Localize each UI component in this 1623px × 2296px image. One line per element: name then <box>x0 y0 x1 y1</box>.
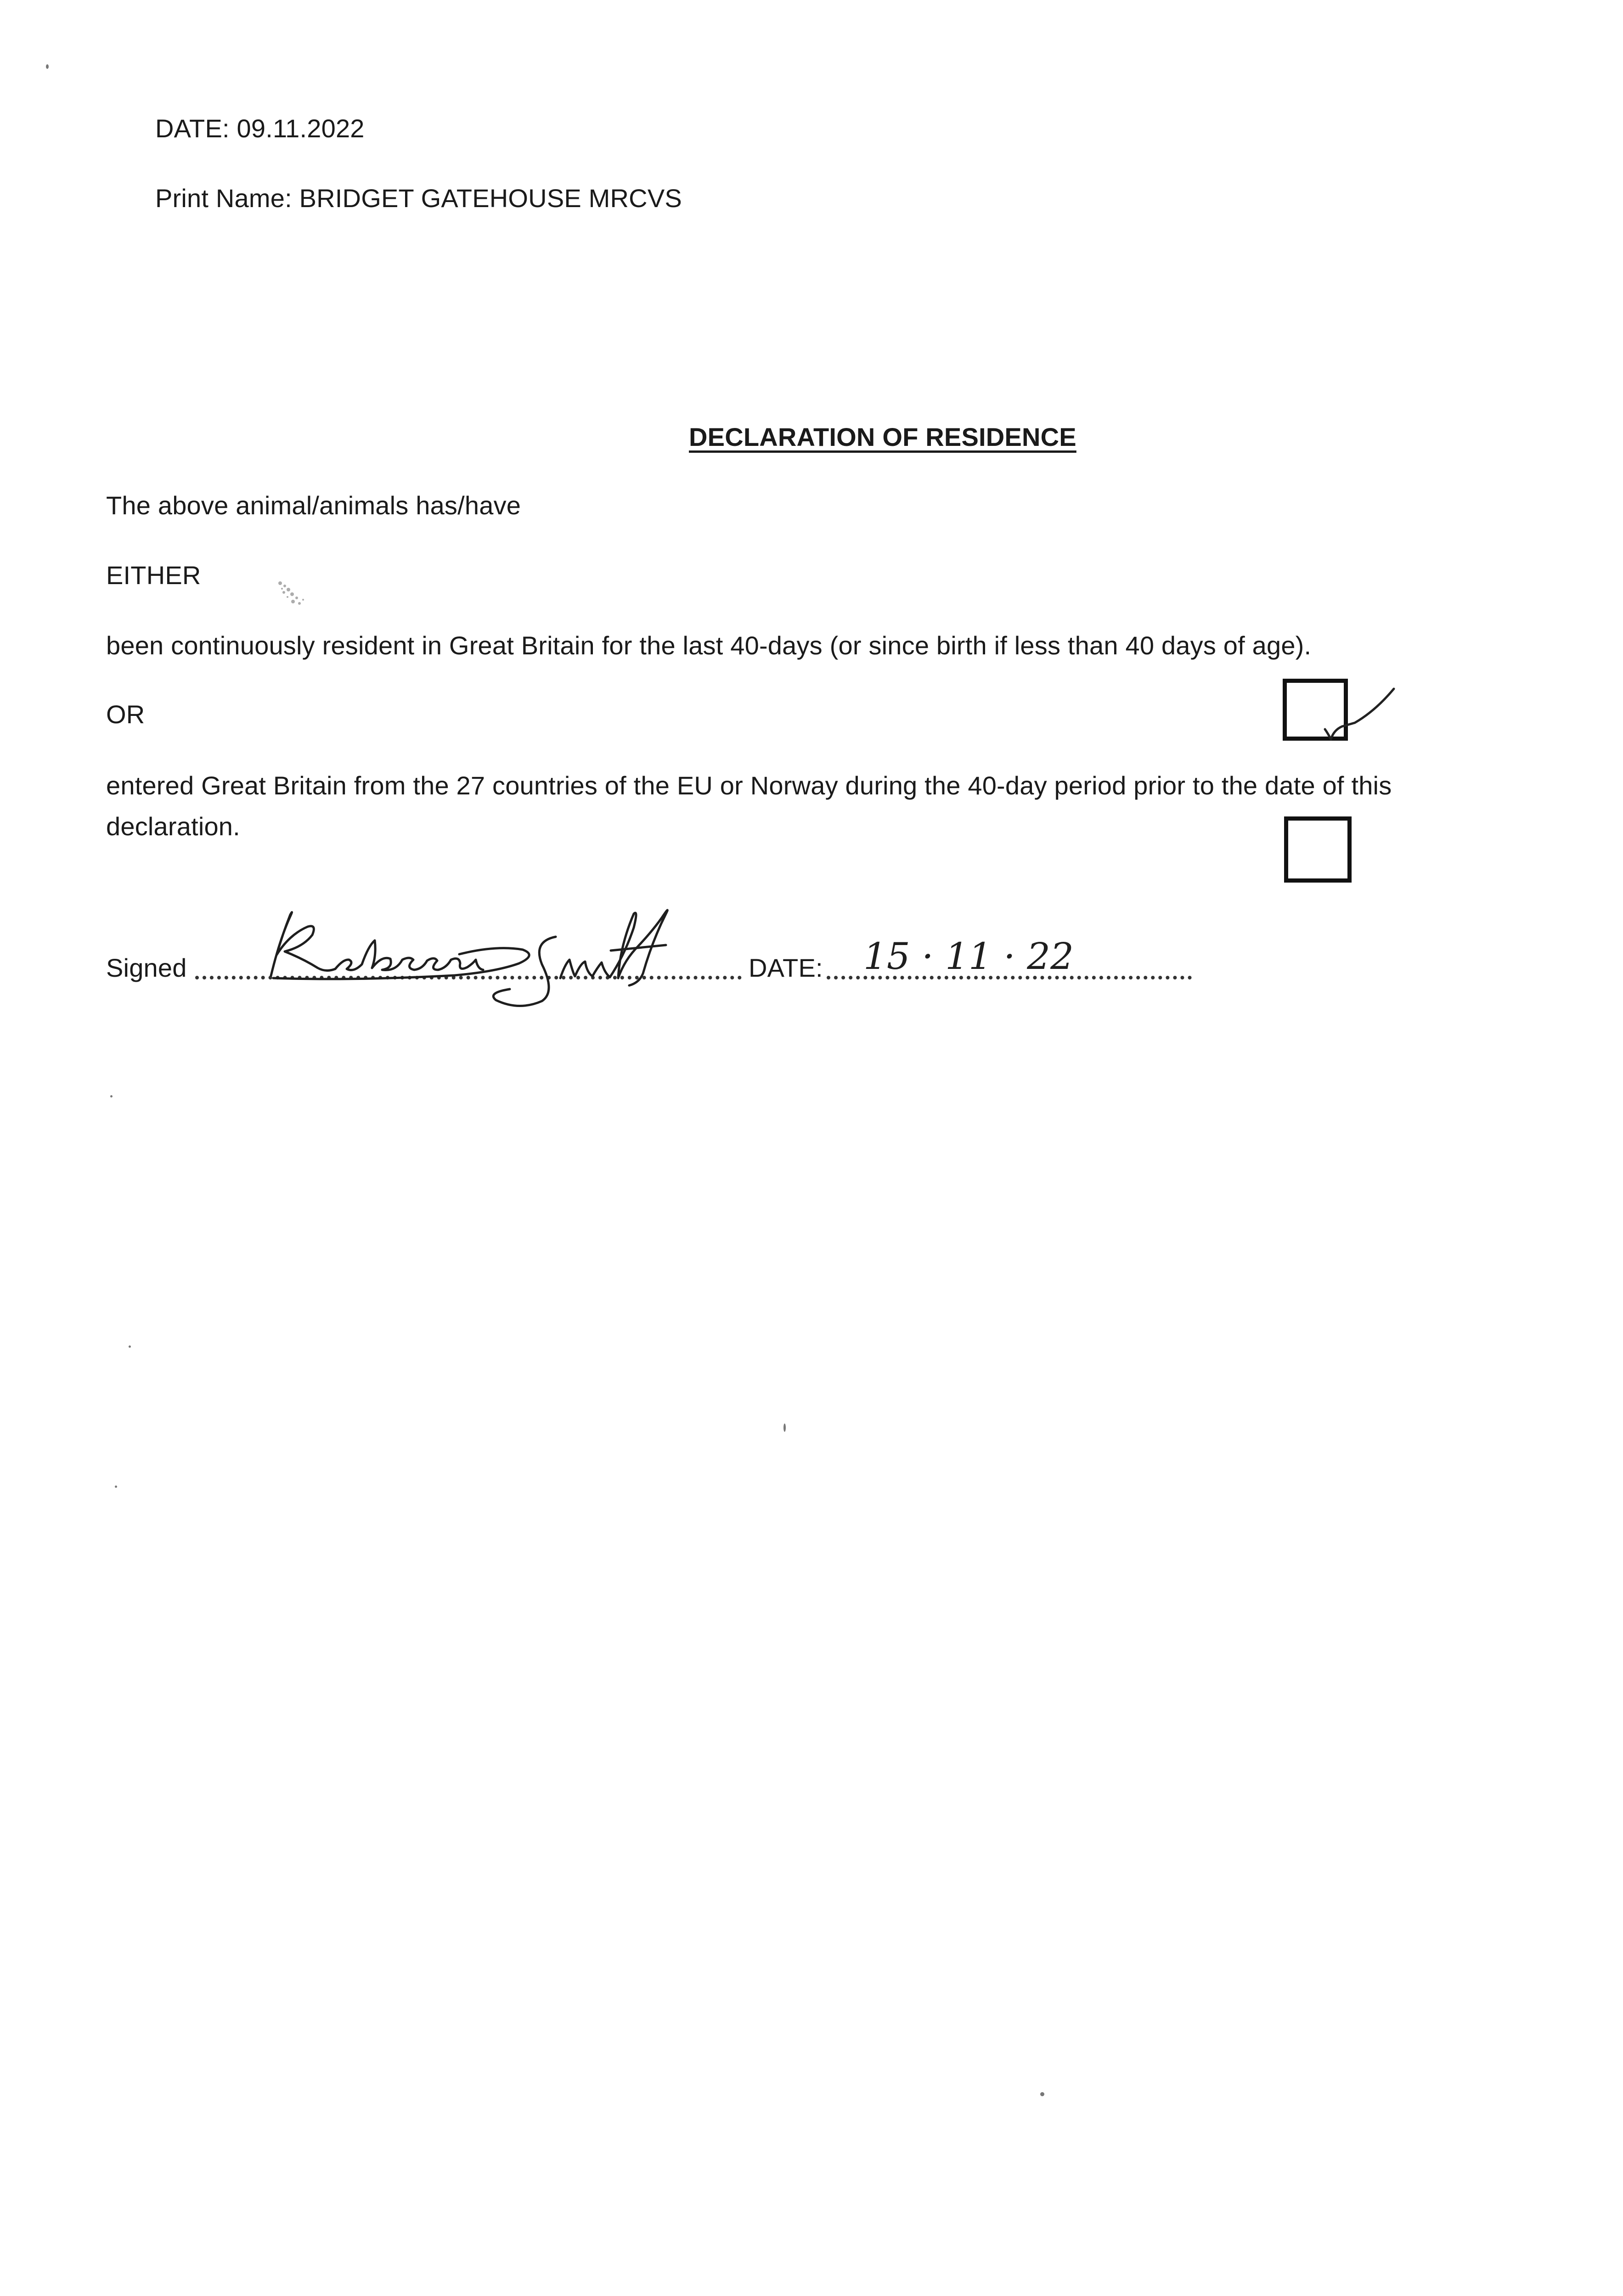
scan-speck <box>1040 2092 1044 2096</box>
signature-date-handwritten <box>854 923 1093 987</box>
either-label: EITHER <box>106 561 201 590</box>
scan-speck <box>129 1345 131 1348</box>
scan-speck <box>783 1424 786 1432</box>
option2-checkbox[interactable] <box>1284 816 1352 883</box>
declaration-title: DECLARATION OF RESIDENCE <box>689 422 1076 451</box>
signature-date-value: 15 · 11 · 22 <box>863 935 1074 978</box>
or-label: OR <box>106 700 145 729</box>
print-name-value: BRIDGET GATEHOUSE MRCVS <box>299 184 682 213</box>
scan-speck <box>115 1486 117 1488</box>
header-date-label: DATE: <box>155 114 230 143</box>
header-date-line <box>155 113 365 145</box>
option2-text-line2: declaration. <box>106 812 240 841</box>
signature-date-label: DATE: <box>749 953 823 982</box>
header-print-name-line <box>155 182 682 214</box>
print-name-label: Print Name: <box>155 184 292 213</box>
signed-label: Signed <box>106 953 187 982</box>
option1-text: been continuously resident in Great Britain for the last 40-days (or since birth if less than 40 days of age). <box>106 631 1312 660</box>
signature-image <box>239 891 744 1015</box>
checkmark-icon <box>1300 679 1447 771</box>
scan-smudge <box>271 574 326 615</box>
scan-speck <box>46 64 49 69</box>
scan-speck <box>110 1095 113 1097</box>
header-date-value: 09.11.2022 <box>237 114 365 143</box>
option2-text-line1: entered Great Britain from the 27 countries of the EU or Norway during the 40-day period prior to the date of this <box>106 771 1392 800</box>
declaration-intro: The above animal/animals has/have <box>106 491 521 520</box>
